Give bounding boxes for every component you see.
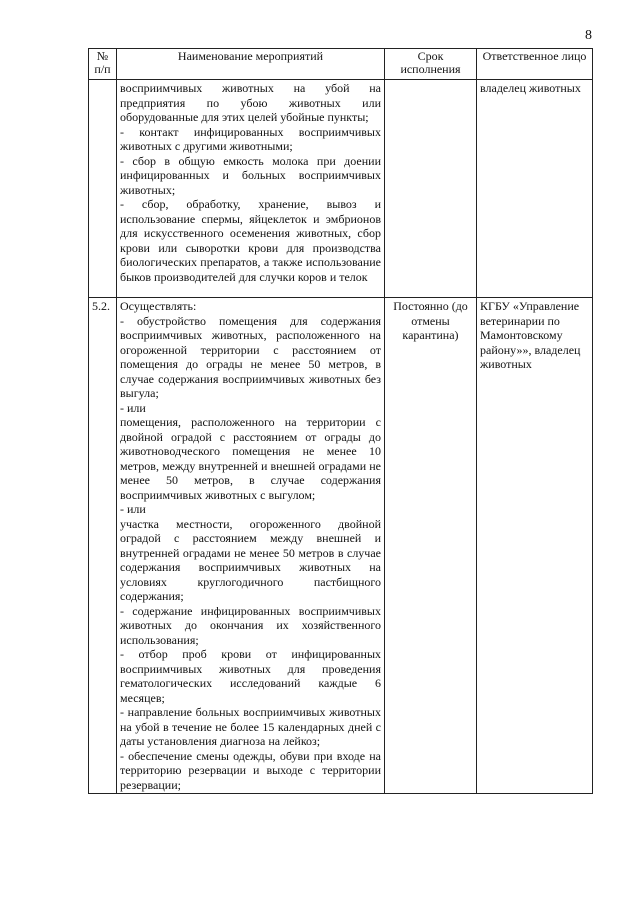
row2-line: участка местности, огороженного двойной оградой с расстоянием между внешней и внутренней оградами не менее 50 метров в случае содержания восприимчивых животных на условиях круглогодичного пастбищного содержания; xyxy=(120,516,381,603)
row1-line: - сбор, обработку, хранение, вывоз и использование спермы, яйцеклеток и эмбрионов для искусственного осеменения животных, сбор крови или сыворотки крови для производства биологических препаратов, а также использование быков производителей для случки коров и телок xyxy=(120,197,381,284)
row2-term: Постоянно (до отмены карантина) xyxy=(385,298,477,794)
header-name: Наименование мероприятий xyxy=(117,49,385,80)
row2-line: - содержание инфицированных восприимчивых животных до окончания их хозяйственного использования; xyxy=(120,603,381,647)
row1-line: восприимчивых животных на убой на предприятия по убою животных или оборудованные для этих целей убойные пункты; xyxy=(120,81,381,124)
row1-num xyxy=(89,80,117,298)
header-term: Срок исполнения xyxy=(385,49,477,80)
row2-line: Осуществлять: xyxy=(120,299,197,313)
row2-responsible: КГБУ «Управление ветеринарии по Мамонтовскому району»», владелец животных xyxy=(477,298,593,794)
row1-name xyxy=(117,80,385,298)
table-row xyxy=(89,80,593,298)
header-num: № п/п xyxy=(89,49,117,80)
table-row xyxy=(89,298,593,794)
page-number: 8 xyxy=(585,28,592,43)
row2-name xyxy=(117,298,385,794)
row1-term xyxy=(385,80,477,298)
row2-line: - направление больных восприимчивых животных на убой в течение не более 15 календарных дней с даты установления диагноза на лейкоз; xyxy=(120,705,381,748)
row1-line: - контакт инфицированных восприимчивых животных с другими животными; xyxy=(120,124,381,153)
header-responsible: Ответственное лицо xyxy=(477,49,593,80)
row2-line: - или xyxy=(120,502,146,516)
row1-responsible: владелец животных xyxy=(477,80,593,298)
row2-line: - или xyxy=(120,400,146,415)
row2-line: - отбор проб крови от инфицированных восприимчивых животных для проведения гематологических исследований каждые 6 месяцев; xyxy=(120,647,381,705)
row2-num: 5.2. xyxy=(89,298,117,794)
measures-table xyxy=(88,48,593,794)
row2-line: - обеспечение смены одежды, обуви при входе на территорию резервации и выходе с территории резервации; xyxy=(120,748,381,792)
table-header-row xyxy=(89,49,593,80)
row1-line: - сбор в общую емкость молока при доении инфицированных и больных восприимчивых животных; xyxy=(120,153,381,197)
row2-line: - обустройство помещения для содержания восприимчивых животных, расположенного на огороженной территории с расстоянием от помещения до ограды не менее 50 метров, в случае содержания восприимчивых животных без выгула; xyxy=(120,313,381,400)
row2-line: помещения, расположенного на территории с двойной оградой с расстоянием от ограды до животноводческого помещения не менее 10 метров, между внутренней и внешней оградами не менее 50 метров, в случае содержания восприимчивых животных с выгулом; xyxy=(120,415,381,502)
